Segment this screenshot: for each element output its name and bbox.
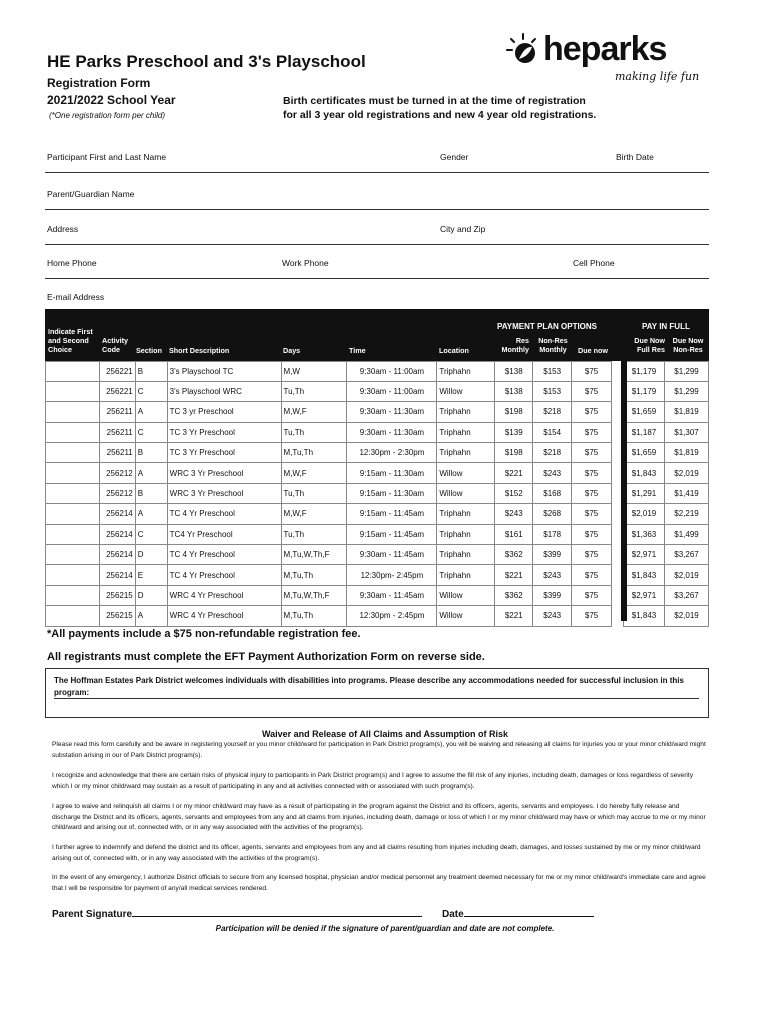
header-payment-plan: PAYMENT PLAN OPTIONS (497, 322, 598, 331)
parent-row[interactable] (45, 185, 709, 210)
nonres-monthly-cell: $399 (533, 585, 572, 605)
signature-warning: Participation will be denied if the signature of parent/guardian and date are not complete. (215, 924, 555, 933)
leaf-sun-icon (505, 32, 541, 68)
full-nonres-cell: $3,267 (664, 585, 708, 605)
res-monthly-cell: $362 (495, 585, 533, 605)
nonres-monthly-cell: $243 (533, 565, 572, 585)
header-pay-in-full: PAY IN FULL (642, 322, 690, 331)
location-cell: Willow (437, 483, 495, 503)
full-res-cell: $1,179 (624, 381, 665, 401)
participant-row[interactable] (45, 148, 709, 173)
full-nonres-cell: $1,819 (664, 402, 708, 422)
location-cell: Triphahn (437, 545, 495, 565)
choice-cell[interactable] (46, 443, 100, 463)
days-cell: M,W,F (281, 504, 347, 524)
description-cell: 3's Playschool WRC (167, 381, 281, 401)
choice-cell[interactable] (46, 402, 100, 422)
choice-cell[interactable] (46, 361, 100, 381)
header-time: Time (349, 346, 366, 355)
activity-code-cell: 256211 (99, 422, 135, 442)
activity-code-cell: 256212 (99, 483, 135, 503)
date-label: Date (442, 909, 464, 920)
description-cell: WRC 4 Yr Preschool (167, 585, 281, 605)
header-activity: Activity Code (102, 336, 128, 354)
signature-line[interactable] (132, 907, 422, 917)
disability-line[interactable] (54, 698, 699, 699)
activity-code-cell: 256215 (99, 585, 135, 605)
full-res-cell: $1,659 (624, 443, 665, 463)
table-row (46, 463, 709, 483)
section-cell: D (135, 585, 167, 605)
header-choice: Indicate First and Second Choice (48, 327, 93, 354)
location-cell: Triphahn (437, 504, 495, 524)
choice-cell[interactable] (46, 565, 100, 585)
time-cell: 9:15am - 11:30am (347, 483, 437, 503)
description-cell: 3's Playschool TC (167, 361, 281, 381)
date-field[interactable] (442, 907, 594, 920)
choice-cell[interactable] (46, 381, 100, 401)
header-full-res: Due Now Full Res (634, 336, 665, 354)
eft-note: All registrants must complete the EFT Payment Authorization Form on reverse side. (47, 651, 485, 663)
description-cell: WRC 3 Yr Preschool (167, 483, 281, 503)
time-cell: 9:30am - 11:30am (347, 402, 437, 422)
section-cell: B (135, 483, 167, 503)
nonres-monthly-cell: $153 (533, 361, 572, 381)
location-cell: Triphahn (437, 361, 495, 381)
due-now-cell: $75 (572, 524, 612, 544)
parent-label: Parent/Guardian Name (47, 189, 135, 199)
days-cell: M,Tu,W,Th,F (281, 585, 347, 605)
address-row[interactable] (45, 220, 709, 245)
days-cell: Tu,Th (281, 381, 347, 401)
full-nonres-cell: $1,299 (664, 381, 708, 401)
section-cell: D (135, 545, 167, 565)
section-cell: A (135, 402, 167, 422)
logo-wordmark: heparks (543, 30, 667, 68)
choice-cell[interactable] (46, 585, 100, 605)
full-nonres-cell: $1,299 (664, 361, 708, 381)
table-row (46, 606, 709, 626)
disability-box[interactable] (45, 668, 709, 718)
time-cell: 9:30am - 11:00am (347, 381, 437, 401)
due-now-cell: $75 (572, 565, 612, 585)
full-nonres-cell: $1,307 (664, 422, 708, 442)
res-monthly-cell: $221 (495, 606, 533, 626)
time-cell: 9:30am - 11:00am (347, 361, 437, 381)
time-cell: 9:15am - 11:45am (347, 524, 437, 544)
work-phone-label: Work Phone (282, 258, 329, 268)
days-cell: M,W (281, 361, 347, 381)
full-nonres-cell: $1,499 (664, 524, 708, 544)
waiver-p4: I further agree to indemnify and defend the district and its officer, agents, servants and employees from any and all claims resulting from injuries including death, damages, and losses sustained by me or my minor child/ward arising out of, connected with, or in any way associated with the activities of the program(s). (52, 844, 701, 862)
res-monthly-cell: $138 (495, 381, 533, 401)
activity-code-cell: 256214 (99, 565, 135, 585)
header-desc: Short Description (169, 346, 230, 355)
due-now-cell: $75 (572, 606, 612, 626)
location-cell: Triphahn (437, 565, 495, 585)
full-nonres-cell: $2,019 (664, 606, 708, 626)
section-cell: A (135, 463, 167, 483)
form-name: Registration Form (47, 76, 151, 90)
waiver-p5: In the event of any emergency, I authorize District officials to secure from any licensed hospital, physician and/or medical personnel any treatment deemed necessary for me or my minor child/ward's immediate care and agree that I will be responsible for payment of any/all medical services rendered. (52, 874, 706, 892)
table-row (46, 422, 709, 442)
table-row (46, 585, 709, 605)
nonres-monthly-cell: $243 (533, 463, 572, 483)
nonres-monthly-cell: $243 (533, 606, 572, 626)
header-location: Location (439, 346, 469, 355)
choice-cell[interactable] (46, 463, 100, 483)
activity-code-cell: 256221 (99, 381, 135, 401)
description-cell: WRC 3 Yr Preschool (167, 463, 281, 483)
waiver-p3: I agree to waive and relinquish all claims I or my minor child/ward may have as a result of participating in the program against the District and its officers, agents, servants and employees. I do hereby fully release and discharge the District and its officers, agents, servants and employees from any and all claims from injuries, including death, damage or loss of which I or my minor child/ward may have or which may accrue to me or my minor child/ward and arising out of, connected with, or in any way associated with the activities of the program(s). (52, 803, 706, 831)
res-monthly-cell: $198 (495, 443, 533, 463)
full-res-cell: $2,971 (624, 545, 665, 565)
due-now-cell: $75 (572, 585, 612, 605)
res-monthly-cell: $161 (495, 524, 533, 544)
table-row (46, 402, 709, 422)
due-now-cell: $75 (572, 483, 612, 503)
nonres-monthly-cell: $153 (533, 381, 572, 401)
birth-certificate-notice (283, 94, 596, 122)
section-cell: B (135, 361, 167, 381)
nonres-monthly-cell: $178 (533, 524, 572, 544)
full-nonres-cell: $2,019 (664, 565, 708, 585)
heparks-logo (505, 32, 705, 88)
section-cell: A (135, 606, 167, 626)
section-cell: E (135, 565, 167, 585)
header-due-now: Due now (578, 346, 608, 355)
waiver-title: Waiver and Release of All Claims and Assumption of Risk (261, 729, 509, 739)
waiver-p2: I recognize and acknowledge that there are certain risks of physical injury to participants in Park District program(s) and I agree to assume the fill risk of any injuries, including death, damages or loss regardless of severity which I or my minor child/ward may sustain as a result of participating in any and all activities connected with or associated with such program(s). (52, 772, 693, 790)
birth-line-1: Birth certificates must be turned in at the time of registration (283, 95, 586, 107)
parent-signature-field[interactable] (52, 907, 422, 920)
activity-code-cell: 256211 (99, 443, 135, 463)
time-cell: 12:30pm - 2:30pm (347, 443, 437, 463)
full-res-cell: $1,843 (624, 463, 665, 483)
days-cell: M,W,F (281, 463, 347, 483)
table-row (46, 443, 709, 463)
location-cell: Willow (437, 585, 495, 605)
activity-code-cell: 256221 (99, 361, 135, 381)
time-cell: 12:30pm - 2:45pm (347, 606, 437, 626)
location-cell: Willow (437, 381, 495, 401)
location-cell: Willow (437, 606, 495, 626)
time-cell: 9:15am - 11:30am (347, 463, 437, 483)
disability-text: The Hoffman Estates Park District welcomes individuals with disabilities into programs. Please describe any accommodations needed for successful inclusion in this program: (54, 676, 684, 697)
days-cell: Tu,Th (281, 483, 347, 503)
birth-date-label: Birth Date (616, 152, 654, 162)
nonres-monthly-cell: $218 (533, 402, 572, 422)
res-monthly-cell: $362 (495, 545, 533, 565)
home-phone-label: Home Phone (47, 258, 97, 268)
days-cell: M,W,F (281, 402, 347, 422)
description-cell: TC 3 Yr Preschool (167, 422, 281, 442)
address-label: Address (47, 224, 79, 234)
description-cell: TC 4 Yr Preschool (167, 565, 281, 585)
table-row (46, 361, 709, 381)
res-monthly-cell: $221 (495, 565, 533, 585)
header-section: Section (136, 346, 162, 355)
due-now-cell: $75 (572, 402, 612, 422)
days-cell: Tu,Th (281, 524, 347, 544)
res-monthly-cell: $243 (495, 504, 533, 524)
section-cell: C (135, 422, 167, 442)
days-cell: M,Tu,Th (281, 443, 347, 463)
waiver-p1: Please read this form carefully and be aware in registering yourself or you minor child/ward for participation in Park District program(s), you will be waiving and releasing all claims for injuries you or your minor child/ward might substation arising in our of Park District program(s). (52, 741, 706, 759)
activity-code-cell: 256214 (99, 524, 135, 544)
activity-code-cell: 256215 (99, 606, 135, 626)
res-monthly-cell: $198 (495, 402, 533, 422)
form-note: (*One registration form per child) (49, 111, 166, 120)
res-monthly-cell: $152 (495, 483, 533, 503)
table-row (46, 524, 709, 544)
section-cell: C (135, 524, 167, 544)
birth-line-2: for all 3 year old registrations and new 4 year old registrations. (283, 109, 597, 121)
gender-label: Gender (440, 152, 469, 162)
full-res-cell: $1,843 (624, 606, 665, 626)
days-cell: M,Tu,Th (281, 606, 347, 626)
nonres-monthly-cell: $168 (533, 483, 572, 503)
table-row (46, 545, 709, 565)
section-cell: A (135, 504, 167, 524)
description-cell: TC 3 Yr Preschool (167, 443, 281, 463)
due-now-cell: $75 (572, 504, 612, 524)
nonres-monthly-cell: $154 (533, 422, 572, 442)
nonres-monthly-cell: $218 (533, 443, 572, 463)
time-cell: 9:30am - 11:45am (347, 585, 437, 605)
email-label: E-mail Address (47, 292, 105, 302)
table-row (46, 565, 709, 585)
participant-label: Participant First and Last Name (47, 152, 167, 162)
full-res-cell: $1,179 (624, 361, 665, 381)
due-now-cell: $75 (572, 443, 612, 463)
program-table (45, 309, 709, 627)
nonres-monthly-cell: $399 (533, 545, 572, 565)
table-row (46, 381, 709, 401)
choice-cell[interactable] (46, 524, 100, 544)
header-res-monthly: Res Monthly (501, 336, 529, 354)
time-cell: 12:30pm- 2:45pm (347, 565, 437, 585)
full-res-cell: $1,659 (624, 402, 665, 422)
choice-cell[interactable] (46, 422, 100, 442)
parent-signature-label: Parent Signature (52, 909, 133, 920)
full-res-cell: $1,843 (624, 565, 665, 585)
school-year: 2021/2022 School Year (47, 93, 176, 107)
full-nonres-cell: $1,419 (664, 483, 708, 503)
header-nonres-monthly: Non-Res Monthly (538, 336, 568, 354)
choice-cell[interactable] (46, 483, 100, 503)
location-cell: Triphahn (437, 422, 495, 442)
full-nonres-cell: $1,819 (664, 443, 708, 463)
page-title: HE Parks Preschool and 3's Playschool (47, 52, 366, 71)
description-cell: TC 4 Yr Preschool (167, 545, 281, 565)
description-cell: TC 4 Yr Preschool (167, 504, 281, 524)
header-full-nonres: Due Now Non-Res (672, 336, 704, 354)
location-cell: Triphahn (437, 443, 495, 463)
time-cell: 9:30am - 11:45am (347, 545, 437, 565)
full-res-cell: $1,187 (624, 422, 665, 442)
activity-code-cell: 256214 (99, 504, 135, 524)
phone-row[interactable] (45, 254, 709, 279)
res-monthly-cell: $139 (495, 422, 533, 442)
time-cell: 9:15am - 11:45am (347, 504, 437, 524)
header-days: Days (283, 346, 301, 355)
full-nonres-cell: $2,019 (664, 463, 708, 483)
full-res-cell: $1,291 (624, 483, 665, 503)
city-zip-label: City and Zip (440, 224, 486, 234)
description-cell: WRC 4 Yr Preschool (167, 606, 281, 626)
days-cell: M,Tu,Th (281, 565, 347, 585)
activity-code-cell: 256212 (99, 463, 135, 483)
choice-cell[interactable] (46, 606, 100, 626)
due-now-cell: $75 (572, 422, 612, 442)
location-cell: Willow (437, 463, 495, 483)
full-res-cell: $2,019 (624, 504, 665, 524)
description-cell: TC 3 yr Preschool (167, 402, 281, 422)
full-nonres-cell: $3,267 (664, 545, 708, 565)
choice-cell[interactable] (46, 504, 100, 524)
section-cell: B (135, 443, 167, 463)
section-cell: C (135, 381, 167, 401)
nonres-monthly-cell: $268 (533, 504, 572, 524)
logo-tagline: making life fun (615, 70, 700, 83)
time-cell: 9:30am - 11:30am (347, 422, 437, 442)
full-nonres-cell: $2,219 (664, 504, 708, 524)
res-monthly-cell: $221 (495, 463, 533, 483)
days-cell: Tu,Th (281, 422, 347, 442)
table-row (46, 504, 709, 524)
description-cell: TC4 Yr Preschool (167, 524, 281, 544)
due-now-cell: $75 (572, 381, 612, 401)
cell-phone-label: Cell Phone (573, 258, 615, 268)
res-monthly-cell: $138 (495, 361, 533, 381)
activity-code-cell: 256214 (99, 545, 135, 565)
pay-in-full-divider (621, 309, 627, 621)
activity-code-cell: 256211 (99, 402, 135, 422)
due-now-cell: $75 (572, 361, 612, 381)
date-line[interactable] (464, 907, 594, 917)
fee-note: *All payments include a $75 non-refundable registration fee. (47, 628, 361, 640)
full-res-cell: $2,971 (624, 585, 665, 605)
due-now-cell: $75 (572, 545, 612, 565)
location-cell: Triphahn (437, 524, 495, 544)
table-row (46, 483, 709, 503)
full-res-cell: $1,363 (624, 524, 665, 544)
choice-cell[interactable] (46, 545, 100, 565)
location-cell: Triphahn (437, 402, 495, 422)
days-cell: M,Tu,W,Th,F (281, 545, 347, 565)
due-now-cell: $75 (572, 463, 612, 483)
